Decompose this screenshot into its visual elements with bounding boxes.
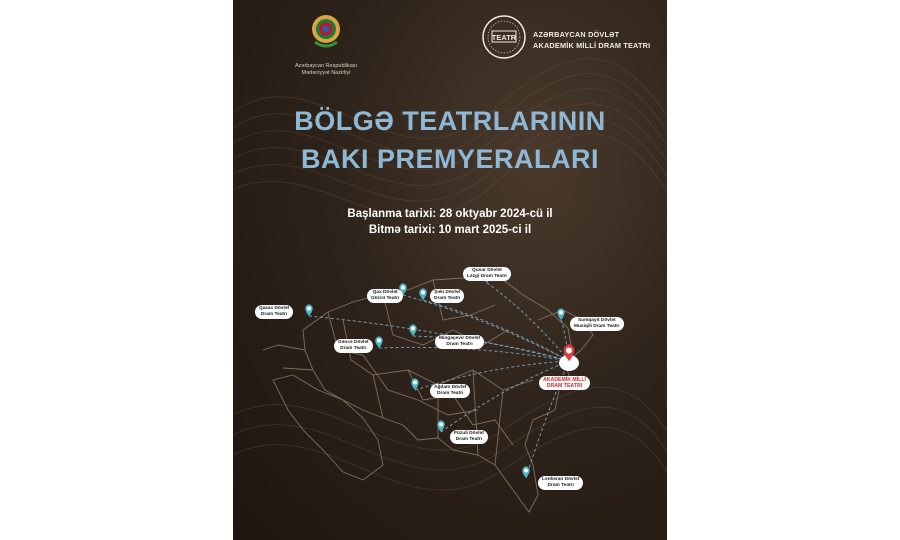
state-emblem-icon: [309, 12, 343, 52]
map-pin-dot: [559, 311, 563, 315]
theatre-label-line2: Dram Teatrı: [455, 437, 483, 442]
theatre-label-line2: Musiqili Dram Teatrı: [574, 324, 620, 329]
theatre-label-line2: Dram Teatrı: [446, 342, 473, 347]
theatre-label: [538, 476, 583, 490]
theatre-label: [430, 289, 464, 303]
seal-text: TEATR: [491, 33, 517, 42]
theatre-label-line2: Dram Teatrı: [436, 391, 464, 396]
ministry-logo: [281, 12, 371, 77]
map-pin-dot: [377, 339, 381, 343]
destination-label-line2: DRAM TEATRI: [546, 383, 583, 389]
map-pin-dot: [524, 469, 528, 473]
theatre-label-line1: Qusar Dövlət: [472, 268, 502, 273]
theatre-label-line2: Dram Teatrı: [260, 312, 288, 317]
theatre-label: [255, 305, 293, 319]
map-pin-dot: [411, 327, 415, 331]
map-pin-dot: [413, 381, 417, 385]
map-pin-dot: [401, 286, 405, 290]
theatre-label-line1: Ağdam Dövlət: [434, 385, 467, 390]
theatre-label-line1: Lənkəran Dövlət: [542, 477, 580, 482]
destination-label-line1: AKADEMİK MİLLİ: [543, 377, 586, 383]
route-line: [487, 283, 569, 361]
theatre-label: [463, 267, 511, 281]
start-date: Başlanma tarixi: 28 oktyabr 2024-cü il: [347, 208, 553, 220]
route-lines: [309, 283, 569, 478]
map-pin-dot: [307, 307, 311, 311]
route-line: [379, 347, 569, 361]
theatre-logo: [481, 14, 661, 64]
theatre-label: [570, 317, 624, 331]
theatre-label-line2: Ləzgi Dram Teatrı: [467, 274, 507, 279]
ministry-caption-2: Mədəniyyət Nazirliyi: [301, 70, 351, 76]
destination-label: [539, 376, 590, 390]
theatre-name-line2: AKADEMİK MİLLİ DRAM TEATRI: [533, 41, 651, 50]
theatre-name-line1: AZƏRBAYCAN DÖVLƏT: [533, 30, 620, 39]
theatre-label-line2: Gürcü Teatrı: [371, 296, 400, 301]
theatre-label-line2: Dram Teatrı: [340, 346, 367, 351]
theatre-label-line1: Füzuli Dövlət: [454, 431, 484, 436]
theatre-label-line1: Qax Dövlət: [372, 290, 398, 295]
route-line: [403, 295, 569, 361]
theatre-label: [450, 430, 488, 444]
theatre-label: [430, 384, 470, 398]
theatre-label: [367, 289, 403, 303]
poster: [233, 0, 667, 540]
theatre-seal-icon: [481, 14, 527, 60]
theatre-label: [435, 335, 484, 349]
theatre-label: [334, 339, 373, 353]
end-date: Bitmə tarixi: 10 mart 2025-ci il: [368, 224, 532, 236]
theatre-label-line2: Dram Teatrı: [547, 483, 574, 488]
title-line1: BÖLGƏ TEATRLARININ: [294, 106, 606, 136]
title-line2: BAKI PREMYERALARI: [300, 144, 599, 174]
destination-pin-dot: [566, 348, 572, 354]
theatre-label-line1: Şəki Dövlət: [434, 290, 461, 295]
ministry-caption-1: Azərbaycan Respublikası: [294, 63, 358, 69]
theatre-label-line1: Mingəçevir Dövlət: [439, 336, 481, 341]
theatre-label-line2: Dram Teatrı: [434, 296, 461, 301]
map-pin-dot: [439, 423, 443, 427]
map-pin-dot: [421, 291, 425, 295]
theatre-label-line1: Qazax Dövlət: [259, 306, 290, 311]
theatre-label-line1: Gəncə Dövlət: [338, 340, 369, 345]
theatre-label-line1: Sumqayıt Dövlət: [577, 318, 616, 323]
